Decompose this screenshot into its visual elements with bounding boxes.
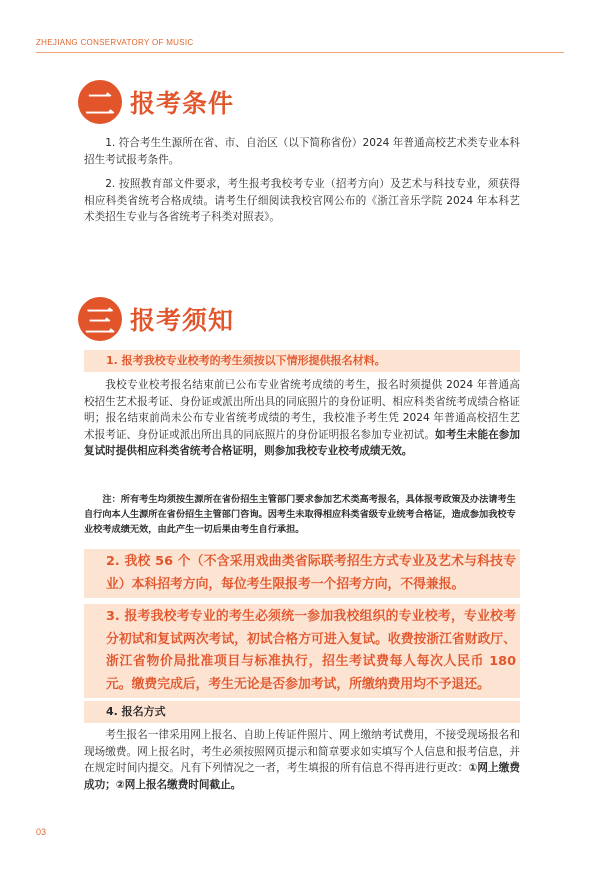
notice-3-highlight: 3. 报考我校考专业的考生必须统一参加我校组织的专业校考，专业校考分初试和复试两次考试，初试合格方可进入复试。收费按浙江省财政厅、浙江省物价局批准项目与标准执行，招生考试费每人每次人民币 180 元。缴费完成后，考生无论是否参加考试，所缴纳费用均不予退还。	[84, 604, 520, 698]
header-divider	[36, 52, 564, 53]
notice-4-body	[84, 727, 520, 793]
section-3-heading	[78, 297, 234, 341]
notice-4-body-text: 考生报名一律采用网上报名、自助上传证件照片、网上缴纳考试费用，不接受现场报名和现场缴费。网上报名时，考生必须按照网页提示和简章要求如实填写个人信息和报考信息，并在规定时间内提交。凡有下列情况之一者，考生填报的所有信息不得再进行更改：	[84, 729, 520, 774]
notice-4-body-bold: ①网上缴费成功；②网上报名缴费时间截止。	[84, 762, 520, 791]
notice-1-body-text: 我校专业校考报名结束前已公布专业省统考成绩的考生，报名时须提供 2024 年普通高校招生艺术报考证、身份证或派出所出具的同底照片的身份证明、相应科类省统考成绩合格证明；报名结束前尚未公布专业省统考成绩的考生，我校准予考生凭 2024 年普通高校招生艺术报考证、身份证或派出所出具的同底照片的身份证明报名参加专业初试。	[84, 379, 520, 441]
section-3-number-badge: 三	[78, 297, 122, 341]
notice-1-body	[84, 377, 520, 460]
notice-4-heading: 4. 报名方式	[84, 701, 520, 723]
section-2-title: 报考条件	[130, 89, 235, 118]
notice-1-note: 注：所有考生均须按生源所在省份招生主管部门要求参加艺术类高考报名，具体报考政策及办法请考生自行向本人生源所在省份招生主管部门咨询。因考生未取得相应科类省级专业统考合格证，造成参加我校专业校考成绩无效，由此产生一切后果由考生自行承担。	[84, 494, 516, 535]
notice-1-body-bold: 如考生未能在参加复试时提供相应科类省统考合格证明，则参加我校专业校考成绩无效。	[84, 428, 521, 457]
section-3-title: 报考须知	[130, 306, 235, 335]
page-number: 03	[36, 827, 47, 837]
section-2-heading	[78, 80, 234, 124]
header-school-name: ZHEJIANG CONSERVATORY OF MUSIC	[36, 38, 194, 47]
section-2-item-2: 2. 按照教育部文件要求，考生报考我校考专业（招考方向）及艺术与科技专业，须获得相应科类省统考合格成绩。请考生仔细阅读我校官网公布的《浙江音乐学院 2024 年本科艺术类招生专业与各省统考子科类对照表》。	[84, 178, 520, 223]
section-2-item-1: 1. 符合考生生源所在省、市、自治区（以下简称省份）2024 年普通高校艺术类专业本科招生考试报考条件。	[84, 137, 520, 166]
notice-1-heading: 1. 报考我校专业校考的考生须按以下情形提供报名材料。	[84, 350, 520, 372]
notice-2-highlight: 2. 我校 56 个（不含采用戏曲类省际联考招生方式专业及艺术与科技专业）本科招考方向，每位考生限报考一个招考方向，不得兼报。	[84, 549, 520, 598]
section-2-number-badge: 二	[78, 80, 122, 124]
